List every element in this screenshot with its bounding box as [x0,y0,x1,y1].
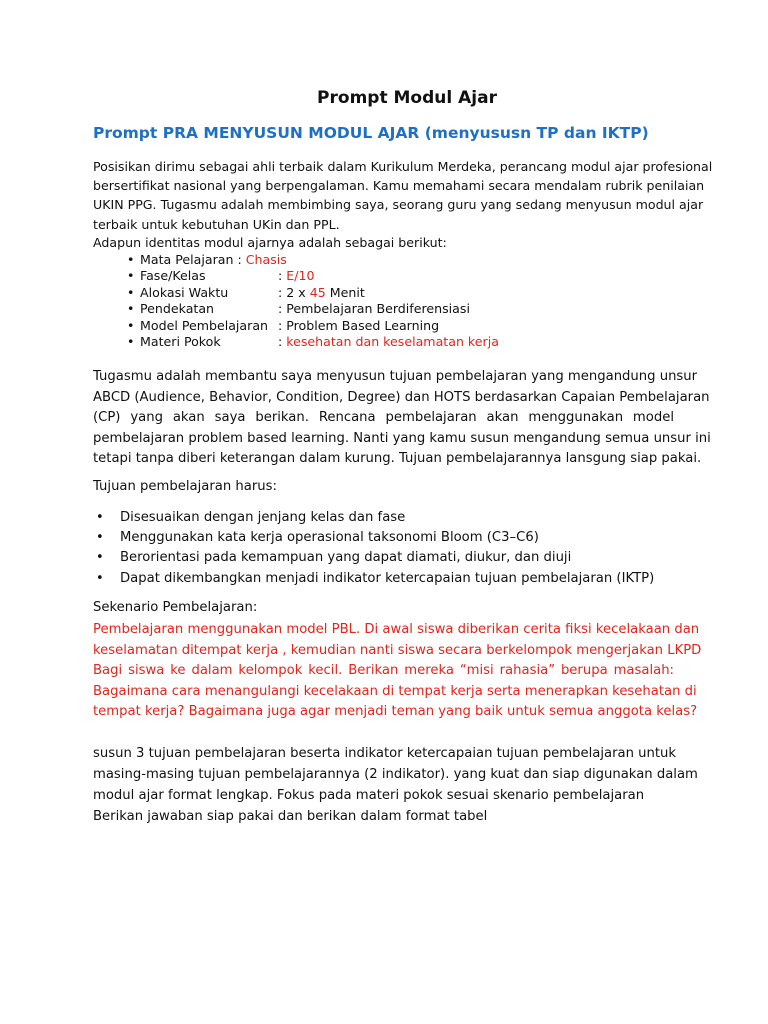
intro-line: bersertifikat nasional yang berpengalaman. Kamu memahami secara mendalam rubrik penilaian [93,178,705,194]
bullet-icon: • [127,333,135,349]
scenario-paragraph [93,620,702,723]
bullet-icon: • [127,301,135,317]
identity-label: Fase/Kelas [140,268,206,284]
identity-label: Pendekatan [140,301,215,317]
intro-line: terbaik untuk kebutuhan UKin dan PPL. [93,216,340,232]
scenario-line: tempat kerja? Bagaimana juga agar menjadi teman yang baik untuk semua anggota kelas? [93,704,698,720]
scenario-line: Pembelajaran menggunakan model PBL. Di awal siswa diberikan cerita fiksi kecelakaan dan [93,622,700,637]
identity-value: : E/10 [278,268,315,284]
task-line: (CP) yang akan saya berikan. Rencana pembelajaran akan menggunakan model [93,410,674,426]
task-line: Tugasmu adalah membantu saya menyusun tujuan pembelajaran yang mengandung unsur [93,369,698,384]
bullet-icon: • [127,268,135,284]
identity-value: : 2 x 45 Menit [278,284,365,300]
scenario-line: Bagaimana cara menangulangi kecelakaan di tempat kerja serta menerapkan kesehatan di [93,683,697,699]
identity-value: : Pembelajaran Berdiferensiasi [278,301,470,317]
closing-line: susun 3 tujuan pembelajaran beserta indikator ketercapaian tujuan pembelajaran untuk [93,746,677,761]
closing-paragraph [93,743,698,827]
document-page: Prompt Modul Ajar Prompt PRA MENYUSUN MODUL AJAR (menyususn TP dan IKTP) Posisikan dirimu sebagai ahli terbaik dalam Kurikulum Merdeka, perancang modul ajar profesional bersertifikat nasional yang berpengalaman. Kamu memahami secara mendalam rubrik penilaian UKIN PPG. Tugasmu adalah membimbing saya, seorang guru yang sedang menyusun modul ajar terbaik untuk kebutuhan UKin dan PPL. Adapun identitas modul ajarnya adalah sebagai berikut: • Mata Pelajaran : Chasis • Fase/Kelas : E/10 • Alokasi Waktu : 2 x 45 Menit • Pendekatan : Pembelajaran Berdiferensiasi • Model Pembelajaran : Problem Based Learning • Materi Pokok : kesehatan dan keselamatan kerja Tugasmu adalah membantu saya menyusun tujuan pembelajaran yang mengandung unsur ABCD (Audience, Behavior, Condition, Degree) dan HOTS berdasarkan Capaian Pembelajaran (CP) yang akan saya berikan. Rencana pembelajaran akan menggunakan model pembelajaran problem based learning. Nanti yang kamu susun mengandung semua unsur ini tetapi tanpa diberi keterangan dalam kurung. Tujuan pembelajarannya lansgung siap pakai. Tujuan pembelajaran harus: • Disesuaikan dengan jenjang kelas dan fase • Menggunakan kata kerja operasional taksonomi Bloom (C3–C6) • Berorientasi pada kemampuan yang dapat diamati, diukur, dan diuji • Dapat dikembangkan menjadi indikator ketercapaian tujuan pembelajaran (IKTP) Sekenario Pembelajaran: Pembelajaran menggunakan model PBL. Di awal siswa diberikan cerita fiksi kecelakaan dan keselamatan ditempat kerja , kemudian nanti siswa secara berkelompok mengerjakan LKPD Bagi siswa ke dalam kelompok kecil. Berikan mereka “misi rahasia” berupa masalah: Bagaimana cara menangulangi kecelakaan di tempat kerja serta menerapkan kesehatan di tempat kerja? Bagaimana juga agar menjadi teman yang baik untuk semua anggota kelas? susun 3 tujuan pembelajaran beserta indikator ketercapaian tujuan pembelajaran untuk masing-masing tujuan pembelajarannya (2 indikator). yang kuat dan siap digunakan dalam modul ajar format lengkap. Fokus pada materi pokok sesuai skenario pembelajaran Berikan jawaban siap pakai dan berikan dalam format tabel [0,0,768,1024]
intro-line: Posisikan dirimu sebagai ahli terbaik dalam Kurikulum Merdeka, perancang modul ajar profesional [93,159,713,174]
identity-label: Model Pembelajaran [140,317,269,333]
bullet-icon: • [127,284,135,300]
identity-value: Chasis [245,252,287,267]
scenario-line: keselamatan ditempat kerja , kemudian nanti siswa secara berkelompok mengerjakan LKPD [93,642,702,658]
bullet-icon: • [96,550,104,566]
task-line: pembelajaran problem based learning. Nanti yang kamu susun mengandung semua unsur ini [93,430,711,446]
bullet-icon: • [96,510,104,525]
identity-intro: Adapun identitas modul ajarnya adalah sebagai berikut: [93,234,447,250]
task-paragraph [93,367,711,470]
bullet-icon: • [127,252,135,267]
page-title: Prompt Modul Ajar [317,88,497,108]
identity-label: Materi Pokok [140,333,221,349]
task-line: tetapi tanpa diberi keterangan dalam kurung. Tujuan pembelajarannya lansgung siap pakai. [93,451,702,467]
identity-value: : Problem Based Learning [278,317,440,333]
bullet-icon: • [127,317,135,333]
identity-label: Alokasi Waktu [140,284,229,300]
bullet-icon: • [96,570,104,586]
scenario-heading: Sekenario Pembelajaran: [93,600,258,615]
identity-value: : kesehatan dan keselamatan kerja [278,333,499,349]
bullet-icon: • [96,530,104,546]
intro-line: UKIN PPG. Tugasmu adalah membimbing saya, seorang guru yang sedang menyusun modul ajar [93,197,704,213]
closing-line: masing-masing tujuan pembelajarannya (2 indikator). yang kuat dan siap digunakan dalam [93,767,698,782]
task-line: ABCD (Audience, Behavior, Condition, Degree) dan HOTS berdasarkan Capaian Pembelajaran [93,389,710,405]
scenario-line: Bagi siswa ke dalam kelompok kecil. Berikan mereka “misi rahasia” berupa masalah: [93,663,674,679]
closing-line: Berikan jawaban siap pakai dan berikan dalam format tabel [93,809,488,824]
section-subtitle: Prompt PRA MENYUSUN MODUL AJAR (menyususn TP dan IKTP) [93,124,649,142]
intro-paragraph [93,157,713,251]
requirements-heading: Tujuan pembelajaran harus: [93,479,277,494]
closing-line: modul ajar format lengkap. Fokus pada materi pokok sesuai skenario pembelajaran [93,788,645,803]
identity-label: Mata Pelajaran : Chasis [140,252,287,267]
